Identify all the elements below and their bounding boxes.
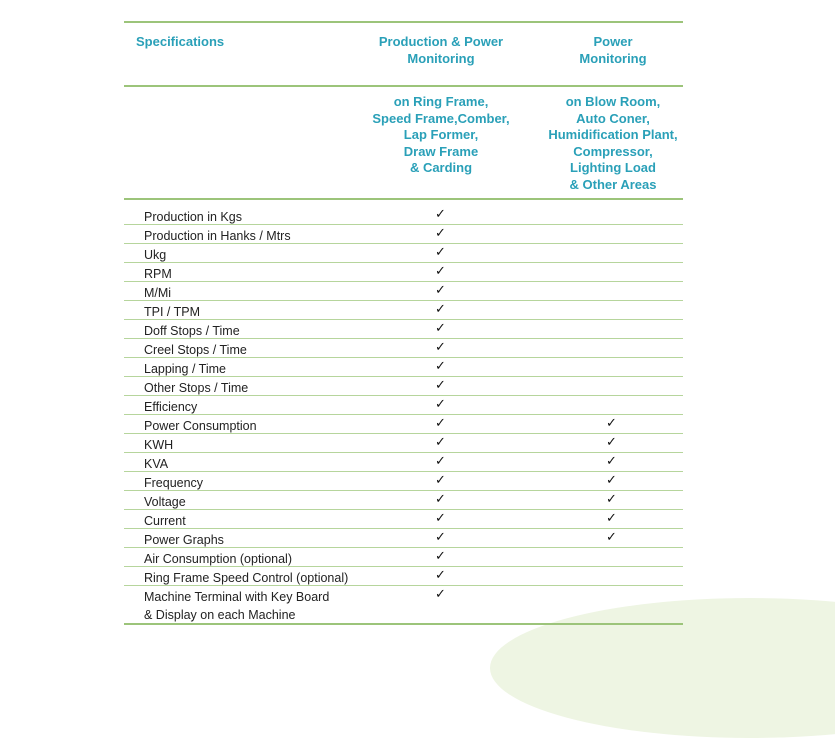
- production-power-coverage: on Ring Frame, Speed Frame,Comber, Lap Former, Draw Frame & Carding: [372, 94, 510, 175]
- table-row: [124, 377, 683, 396]
- specifications-table: [124, 21, 683, 625]
- power-check-icon: ✓: [606, 416, 617, 431]
- table-row: [124, 263, 683, 282]
- spec-rows: [124, 200, 683, 625]
- spec-label: TPI / TPM: [144, 305, 201, 319]
- spec-label: Production in Hanks / Mtrs: [144, 229, 291, 243]
- production-check-icon: ✓: [435, 207, 446, 222]
- production-check-icon: ✓: [435, 454, 446, 469]
- production-check-icon: ✓: [435, 264, 446, 279]
- production-check-icon: ✓: [435, 226, 446, 241]
- spec-label: Power Consumption: [144, 419, 257, 433]
- table-row: [124, 301, 683, 320]
- table-row: [124, 244, 683, 263]
- spec-label: Efficiency: [144, 400, 198, 414]
- power-coverage: on Blow Room, Auto Coner, Humidification Plant, Compressor, Lighting Load & Other Areas: [548, 94, 678, 192]
- table-row: [124, 415, 683, 434]
- spec-label: Production in Kgs: [144, 210, 242, 224]
- spec-label: Power Graphs: [144, 533, 224, 547]
- table-row: [124, 206, 683, 225]
- spec-label: Lapping / Time: [144, 362, 226, 376]
- production-check-icon: ✓: [435, 283, 446, 298]
- production-check-icon: ✓: [435, 416, 446, 431]
- spec-label: Frequency: [144, 476, 204, 490]
- header-row: [124, 23, 683, 85]
- production-check-icon: ✓: [435, 511, 446, 526]
- spec-label: M/Mi: [144, 286, 172, 300]
- power-check-icon: ✓: [606, 530, 617, 545]
- table-row: [124, 491, 683, 510]
- power-check-icon: ✓: [606, 454, 617, 469]
- spec-label: Machine Terminal with Key Board & Display on each Machine: [144, 590, 330, 622]
- table-row: [124, 339, 683, 358]
- table-row: [124, 529, 683, 548]
- production-check-icon: ✓: [435, 473, 446, 488]
- production-check-icon: ✓: [435, 549, 446, 564]
- table-row: [124, 548, 683, 567]
- production-check-icon: ✓: [435, 245, 446, 260]
- production-power-monitoring-header: Production & Power Monitoring: [378, 34, 504, 66]
- power-monitoring-header: Power Monitoring: [579, 34, 647, 66]
- production-check-icon: ✓: [435, 302, 446, 317]
- table-row: [124, 567, 683, 586]
- table-row: [124, 586, 683, 625]
- specifications-header: Specifications: [136, 34, 225, 49]
- spec-label: Air Consumption (optional): [144, 552, 292, 566]
- table-row: [124, 434, 683, 453]
- power-check-icon: ✓: [606, 435, 617, 450]
- power-check-icon: ✓: [606, 492, 617, 507]
- table-row: [124, 358, 683, 377]
- table-row: [124, 320, 683, 339]
- production-check-icon: ✓: [435, 435, 446, 450]
- production-check-icon: ✓: [435, 359, 446, 374]
- production-check-icon: ✓: [435, 530, 446, 545]
- spec-label: Creel Stops / Time: [144, 343, 247, 357]
- table-row: [124, 472, 683, 491]
- table-row: [124, 510, 683, 529]
- table-row: [124, 282, 683, 301]
- production-check-icon: ✓: [435, 378, 446, 393]
- table-row: [124, 453, 683, 472]
- spec-label: KVA: [144, 457, 169, 471]
- production-check-icon: ✓: [435, 492, 446, 507]
- spec-label: Voltage: [144, 495, 186, 509]
- production-check-icon: ✓: [435, 321, 446, 336]
- production-check-icon: ✓: [435, 340, 446, 355]
- spec-label: Doff Stops / Time: [144, 324, 240, 338]
- production-check-icon: ✓: [435, 397, 446, 412]
- table-row: [124, 225, 683, 244]
- power-check-icon: ✓: [606, 511, 617, 526]
- production-check-icon: ✓: [435, 587, 446, 602]
- spec-label: Other Stops / Time: [144, 381, 249, 395]
- table-row: [124, 396, 683, 415]
- subheader-row: [124, 87, 683, 198]
- spec-label: Current: [144, 514, 186, 528]
- production-check-icon: ✓: [435, 568, 446, 583]
- spec-label: KWH: [144, 438, 174, 452]
- spec-label: RPM: [144, 267, 172, 281]
- spec-label: Ukg: [144, 248, 167, 262]
- power-check-icon: ✓: [606, 473, 617, 488]
- spec-label: Ring Frame Speed Control (optional): [144, 571, 349, 585]
